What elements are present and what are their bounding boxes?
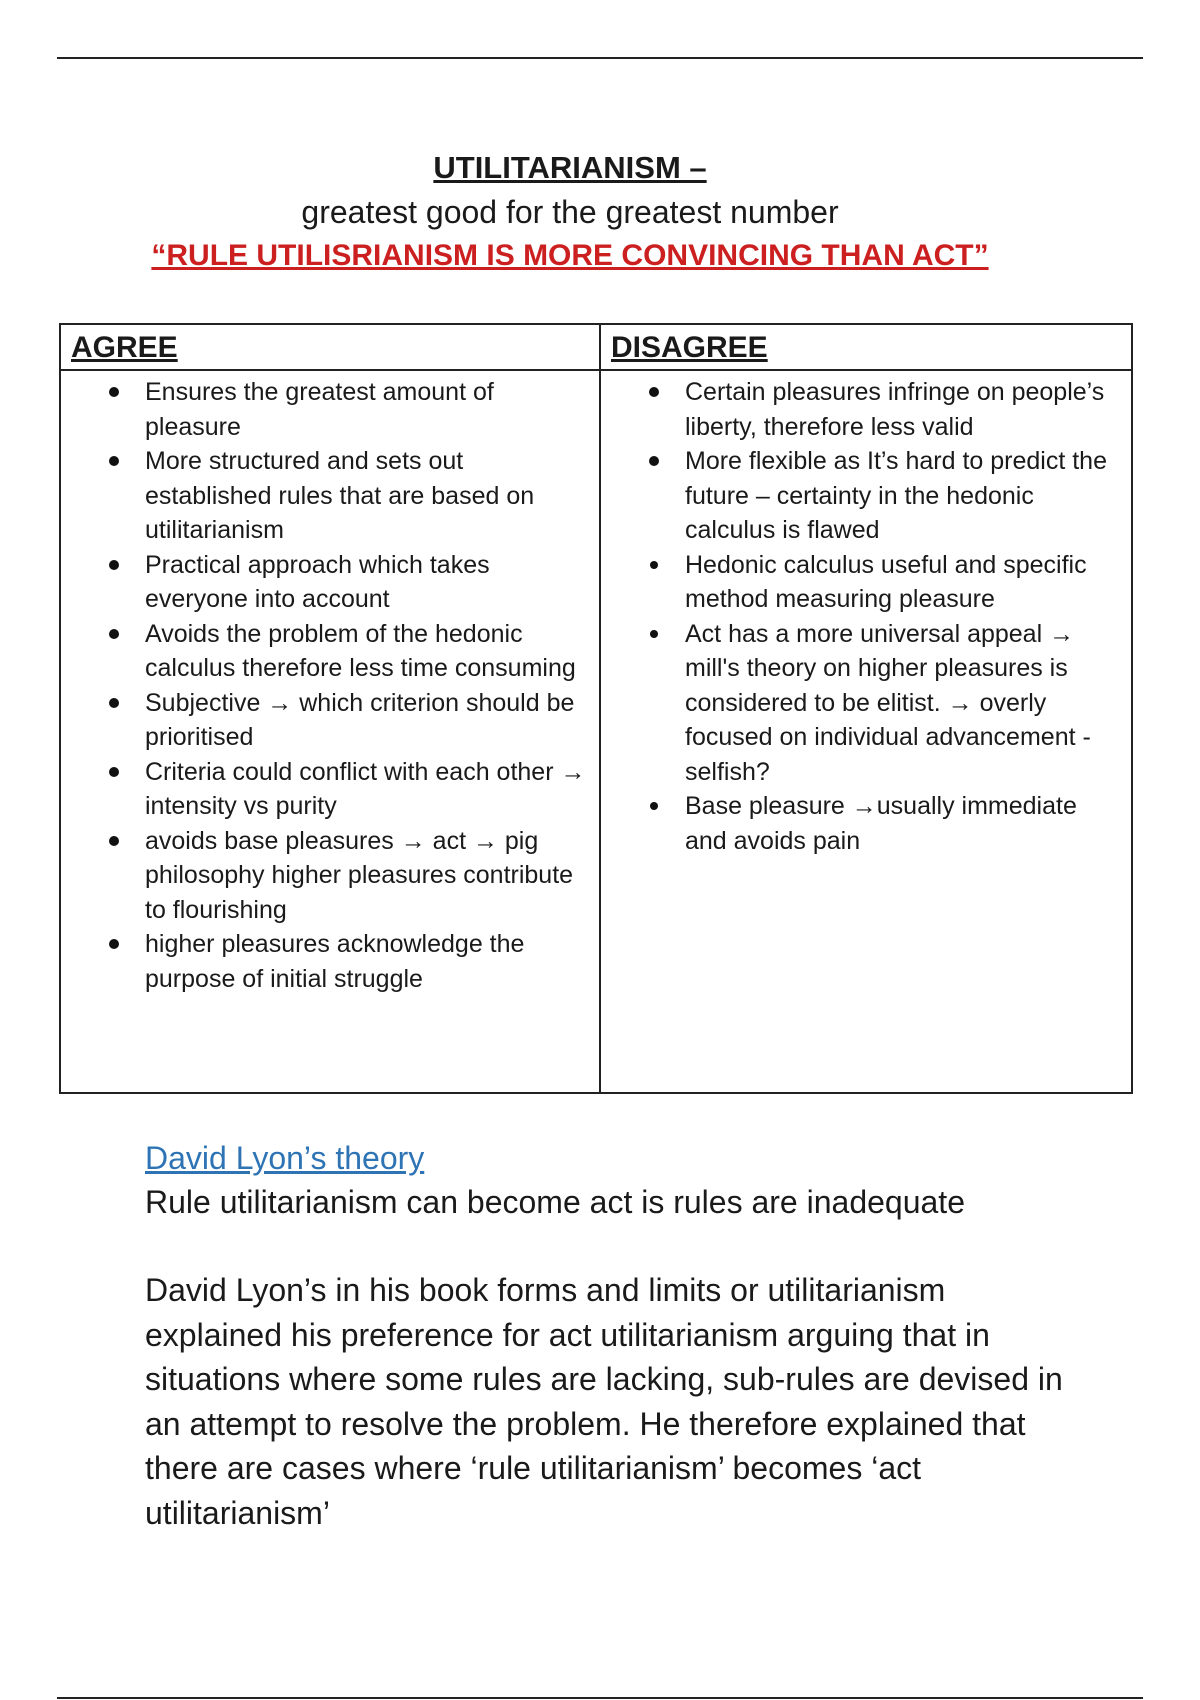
lyon-summary: Rule utilitarianism can become act is rules are inadequate: [145, 1184, 965, 1220]
list-item: avoids base pleasures → act → pig philosophy higher pleasures contribute to flourishing: [61, 824, 593, 928]
list-item: More flexible as It’s hard to predict the future – certainty in the hedonic calculus is flawed: [601, 444, 1125, 548]
page-subtitle: greatest good for the greatest number: [301, 194, 839, 230]
list-item: Ensures the greatest amount of pleasure: [61, 375, 593, 444]
list-item: Certain pleasures infringe on people’s liberty, therefore less valid: [601, 375, 1125, 444]
agree-heading: AGREE: [61, 325, 601, 371]
disagree-list: [601, 375, 1125, 858]
page-title: UTILITARIANISM –: [433, 150, 707, 185]
lyon-paragraph: David Lyon’s in his book forms and limits or utilitarianism explained his preference for act utilitarianism arguing that in situations where some rules are lacking, sub-rules are devised in an attempt to resolve the problem. He therefore explained that there are cases where ‘rule utilitarianism’ becomes ‘act utilitarianism’: [145, 1272, 1063, 1531]
list-item: Avoids the problem of the hedonic calculus therefore less time consuming: [61, 617, 593, 686]
list-item: Subjective → which criterion should be prioritised: [61, 686, 593, 755]
list-item: More structured and sets out established rules that are based on utilitarianism: [61, 444, 593, 548]
list-item: Hedonic calculus useful and specific method measuring pleasure: [601, 548, 1125, 617]
disagree-column: [601, 371, 1131, 1092]
title-block: [0, 146, 1140, 278]
list-item: Act has a more universal appeal → mill's theory on higher pleasures is considered to be elitist. → overly focused on individual advancement - selfish?: [601, 617, 1125, 790]
essay-question: “RULE UTILISRIANISM IS MORE CONVINCING THAN ACT”: [151, 239, 989, 272]
lyon-heading-link[interactable]: David Lyon’s theory: [145, 1140, 425, 1176]
list-item: higher pleasures acknowledge the purpose of initial struggle: [61, 927, 593, 996]
agree-disagree-table: [59, 323, 1133, 1094]
top-rule: [57, 57, 1143, 59]
list-item: Practical approach which takes everyone into account: [61, 548, 593, 617]
disagree-heading: DISAGREE: [601, 325, 1131, 371]
agree-list: [61, 375, 593, 996]
bottom-rule: [57, 1697, 1143, 1699]
list-item: Base pleasure →usually immediate and avoids pain: [601, 789, 1125, 858]
lyon-section: [145, 1136, 1105, 1535]
list-item: Criteria could conflict with each other → intensity vs purity: [61, 755, 593, 824]
agree-column: [61, 371, 601, 1092]
